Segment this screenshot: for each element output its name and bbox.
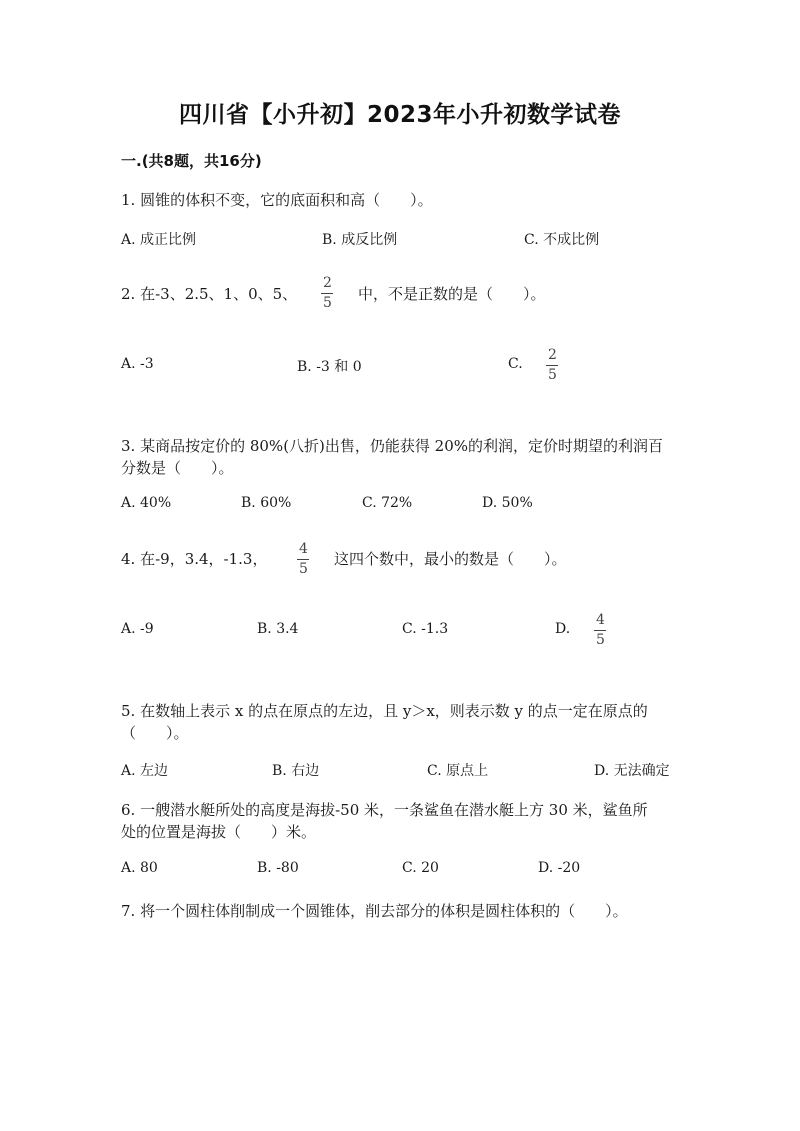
q2-fraction — [321, 276, 334, 311]
q4-option-fraction-denominator: 5 — [596, 632, 605, 648]
question-3-stem-line1: 3. 某商品按定价的 80%(八折)出售，仍能获得 20%的利润，定价时期望的利润百 — [121, 437, 664, 455]
question-1-stem: 1. 圆锥的体积不变，它的底面积和高（ ）。 — [121, 191, 433, 209]
question-3-stem-line2: 分数是（ ）。 — [121, 459, 234, 477]
q4-option-c: C. -1.3 — [402, 621, 449, 637]
q2-option-c: C. — [508, 356, 523, 372]
q5-option-c: C. 原点上 — [427, 763, 489, 779]
q2-fraction-numerator: 2 — [323, 275, 332, 291]
q1-option-a: A. 成正比例 — [121, 232, 197, 248]
q2-fraction-denominator: 5 — [323, 295, 332, 311]
q4-option-d-fraction — [594, 613, 607, 648]
q2-option-fraction-denominator: 5 — [548, 367, 557, 383]
question-4-stem-end: 这四个数中，最小的数是（ ）。 — [334, 550, 567, 568]
fraction-bar — [546, 365, 558, 366]
exam-title: 四川省【小升初】2023年小升初数学试卷 — [178, 102, 621, 128]
q4-fraction-denominator: 5 — [299, 561, 308, 577]
q2-option-fraction-numerator: 2 — [548, 347, 557, 363]
q5-option-d: D. 无法确定 — [594, 763, 670, 779]
q4-option-a: A. -9 — [121, 621, 154, 637]
q3-option-b: B. 60% — [241, 495, 292, 511]
q4-fraction-numerator: 4 — [299, 541, 308, 557]
q1-option-b: B. 成反比例 — [322, 232, 398, 248]
q6-option-c: C. 20 — [402, 860, 439, 876]
q2-option-a: A. -3 — [121, 356, 154, 372]
fraction-bar — [297, 559, 309, 560]
fraction-bar — [594, 630, 606, 631]
q2-option-c-fraction — [546, 348, 559, 383]
q1-option-c: C. 不成比例 — [524, 232, 600, 248]
q6-option-d: D. -20 — [538, 860, 581, 876]
q3-option-a: A. 40% — [121, 495, 172, 511]
q2-option-b: B. -3 和 0 — [297, 359, 362, 375]
question-4-stem-start: 4. 在-9，3.4，-1.3， — [121, 550, 268, 568]
q4-option-d: D. — [555, 621, 571, 637]
q4-fraction — [297, 542, 310, 577]
q6-option-a: A. 80 — [121, 860, 158, 876]
section-heading: 一.(共8题，共16分) — [121, 152, 262, 170]
q4-option-fraction-numerator: 4 — [596, 612, 605, 628]
question-2-stem-start: 2. 在-3、2.5、1、0、5、 — [121, 285, 298, 303]
question-7-stem: 7. 将一个圆柱体削制成一个圆锥体，削去部分的体积是圆柱体积的（ ）。 — [121, 902, 628, 920]
q4-option-b: B. 3.4 — [257, 621, 299, 637]
q6-option-b: B. -80 — [257, 860, 299, 876]
question-6-stem-line2: 处的位置是海拔（ ）米。 — [121, 823, 317, 841]
question-5-stem-line1: 5. 在数轴上表示 x 的点在原点的左边，且 y＞x，则表示数 y 的点一定在原点的 — [121, 702, 648, 720]
question-6-stem-line1: 6. 一艘潜水艇所处的高度是海拔-50 米，一条鲨鱼在潜水艇上方 30 米，鲨鱼所 — [121, 801, 648, 819]
question-5-stem-line2: （ ）。 — [121, 724, 189, 742]
q5-option-a: A. 左边 — [121, 763, 169, 779]
fraction-bar — [321, 293, 333, 294]
q3-option-c: C. 72% — [362, 495, 413, 511]
question-2-stem-end: 中，不是正数的是（ ）。 — [358, 285, 546, 303]
q3-option-d: D. 50% — [482, 495, 533, 511]
q5-option-b: B. 右边 — [272, 763, 320, 779]
